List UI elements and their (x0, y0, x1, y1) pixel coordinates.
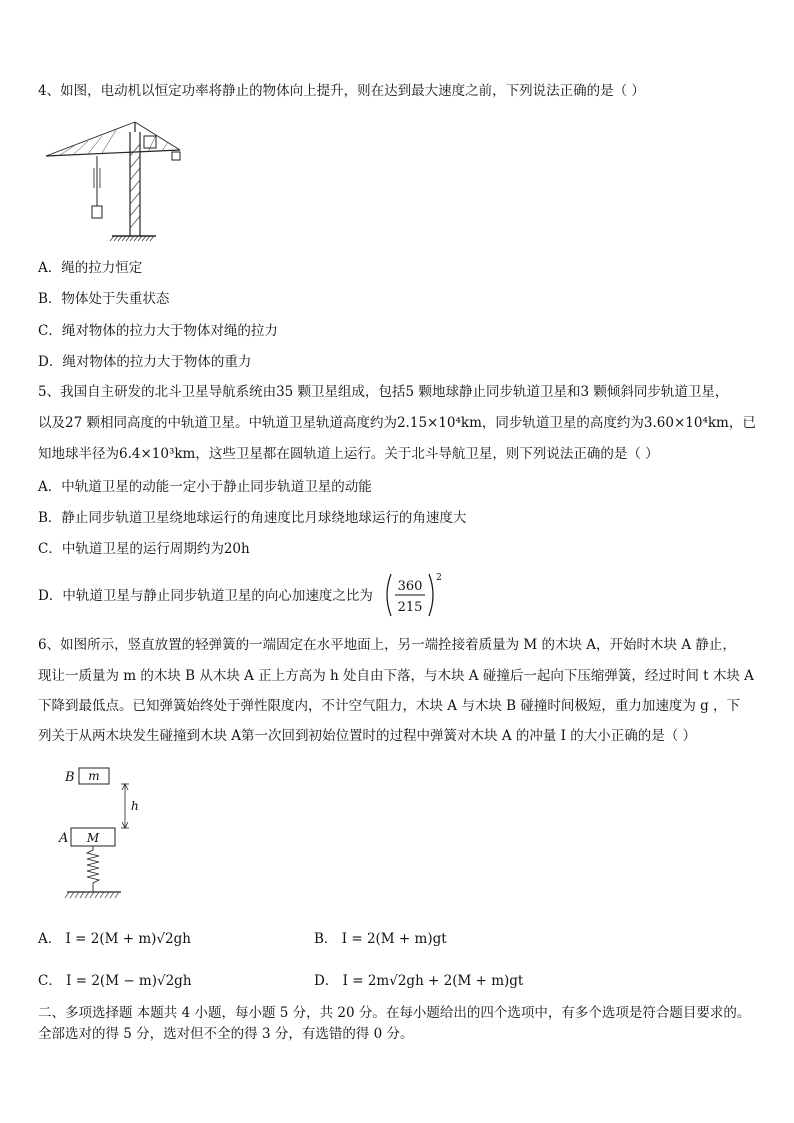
q5-option-d-text: D．中轨道卫星与静止同步轨道卫星的向心加速度之比为 (38, 588, 373, 604)
q5-fraction (385, 570, 445, 620)
q4-option-d: D．绳对物体的拉力大于物体的重力 (38, 354, 252, 370)
q4-option-c: C．绳对物体的拉力大于物体对绳的拉力 (38, 323, 278, 339)
q6-option-a: A． I = 2(M + m)√2gh (38, 931, 191, 947)
section2-line1: 二、多项选择题 本题共 4 小题，每小题 5 分，共 20 分。在每小题给出的四个选项中，有多个选项是符合题目要求的。 (38, 1005, 751, 1021)
q5-stem-line3: 知地球半径为6.4×10³km，这些卫星都在圆轨道上运行。关于北斗导航卫星，则下列说法正确的是（ ） (38, 446, 659, 462)
section2-line2: 全部选对的得 5 分，选对但不全的得 3 分，有选错的得 0 分。 (38, 1026, 414, 1042)
q5-option-d (38, 587, 373, 605)
q5-stem-line2: 以及27 颗相同高度的中轨道卫星。中轨道卫星轨道高度约为2.15×10⁴km，同步轨道卫星的高度约为3.60×10⁴km，已 (38, 415, 756, 431)
q4-option-b: B．物体处于失重状态 (38, 291, 170, 307)
q5-fraction-exponent: 2 (436, 573, 442, 583)
q6-option-d: D． I = 2m√2gh + 2(M + m)gt (314, 973, 524, 989)
label-h: h (131, 799, 139, 813)
q6-stem-line4: 列关于从两木块发生碰撞到木块 A第一次回到初始位置时的过程中弹簧对木块 A 的冲量 I 的大小正确的是（ ） (38, 728, 697, 744)
q4-option-a: A．绳的拉力恒定 (38, 260, 143, 276)
q5-option-b: B．静止同步轨道卫星绕地球运行的角速度比月球绕地球运行的角速度大 (38, 510, 467, 526)
q6-option-c: C． I = 2(M − m)√2gh (38, 973, 192, 989)
q5-fraction-denominator: 215 (397, 600, 423, 615)
q4-stem: 4、如图，电动机以恒定功率将静止的物体向上提升，则在达到最大速度之前，下列说法正确的是（ ） (38, 83, 645, 99)
label-big-m: M (86, 831, 100, 845)
q5-stem-line1: 5、我国自主研发的北斗卫星导航系统由35 颗卫星组成，包括5 颗地球静止同步轨道卫星和3 颗倾斜同步轨道卫星， (38, 384, 729, 400)
q6-stem-line1: 6、如图所示，竖直放置的轻弹簧的一端固定在水平地面上，另一端拴接着质量为 M 的木块 A，开始时木块 A 静止， (38, 637, 736, 653)
q6-option-b: B． I = 2(M + m)gt (314, 931, 447, 947)
q5-fraction-numerator: 360 (397, 579, 423, 594)
q6-stem-line2: 现让一质量为 m 的木块 B 从木块 A 正上方高为 h 处自由下落，与木块 A 碰撞后一起向下压缩弹簧，经过时间 t 木块 A (38, 668, 754, 684)
label-b: B (65, 770, 75, 785)
spring-block-figure (55, 764, 155, 904)
crane-figure (40, 118, 190, 244)
label-m: m (88, 769, 100, 783)
q6-stem-line3: 下降到最低点。已知弹簧始终处于弹性限度内，不计空气阻力，木块 A 与木块 B 碰撞时间极短，重力加速度为 g ，下 (38, 698, 741, 714)
q5-option-a: A．中轨道卫星的动能一定小于静止同步轨道卫星的动能 (38, 479, 372, 495)
q5-option-c: C．中轨道卫星的运行周期约为20h (38, 541, 250, 557)
label-a: A (59, 831, 69, 846)
